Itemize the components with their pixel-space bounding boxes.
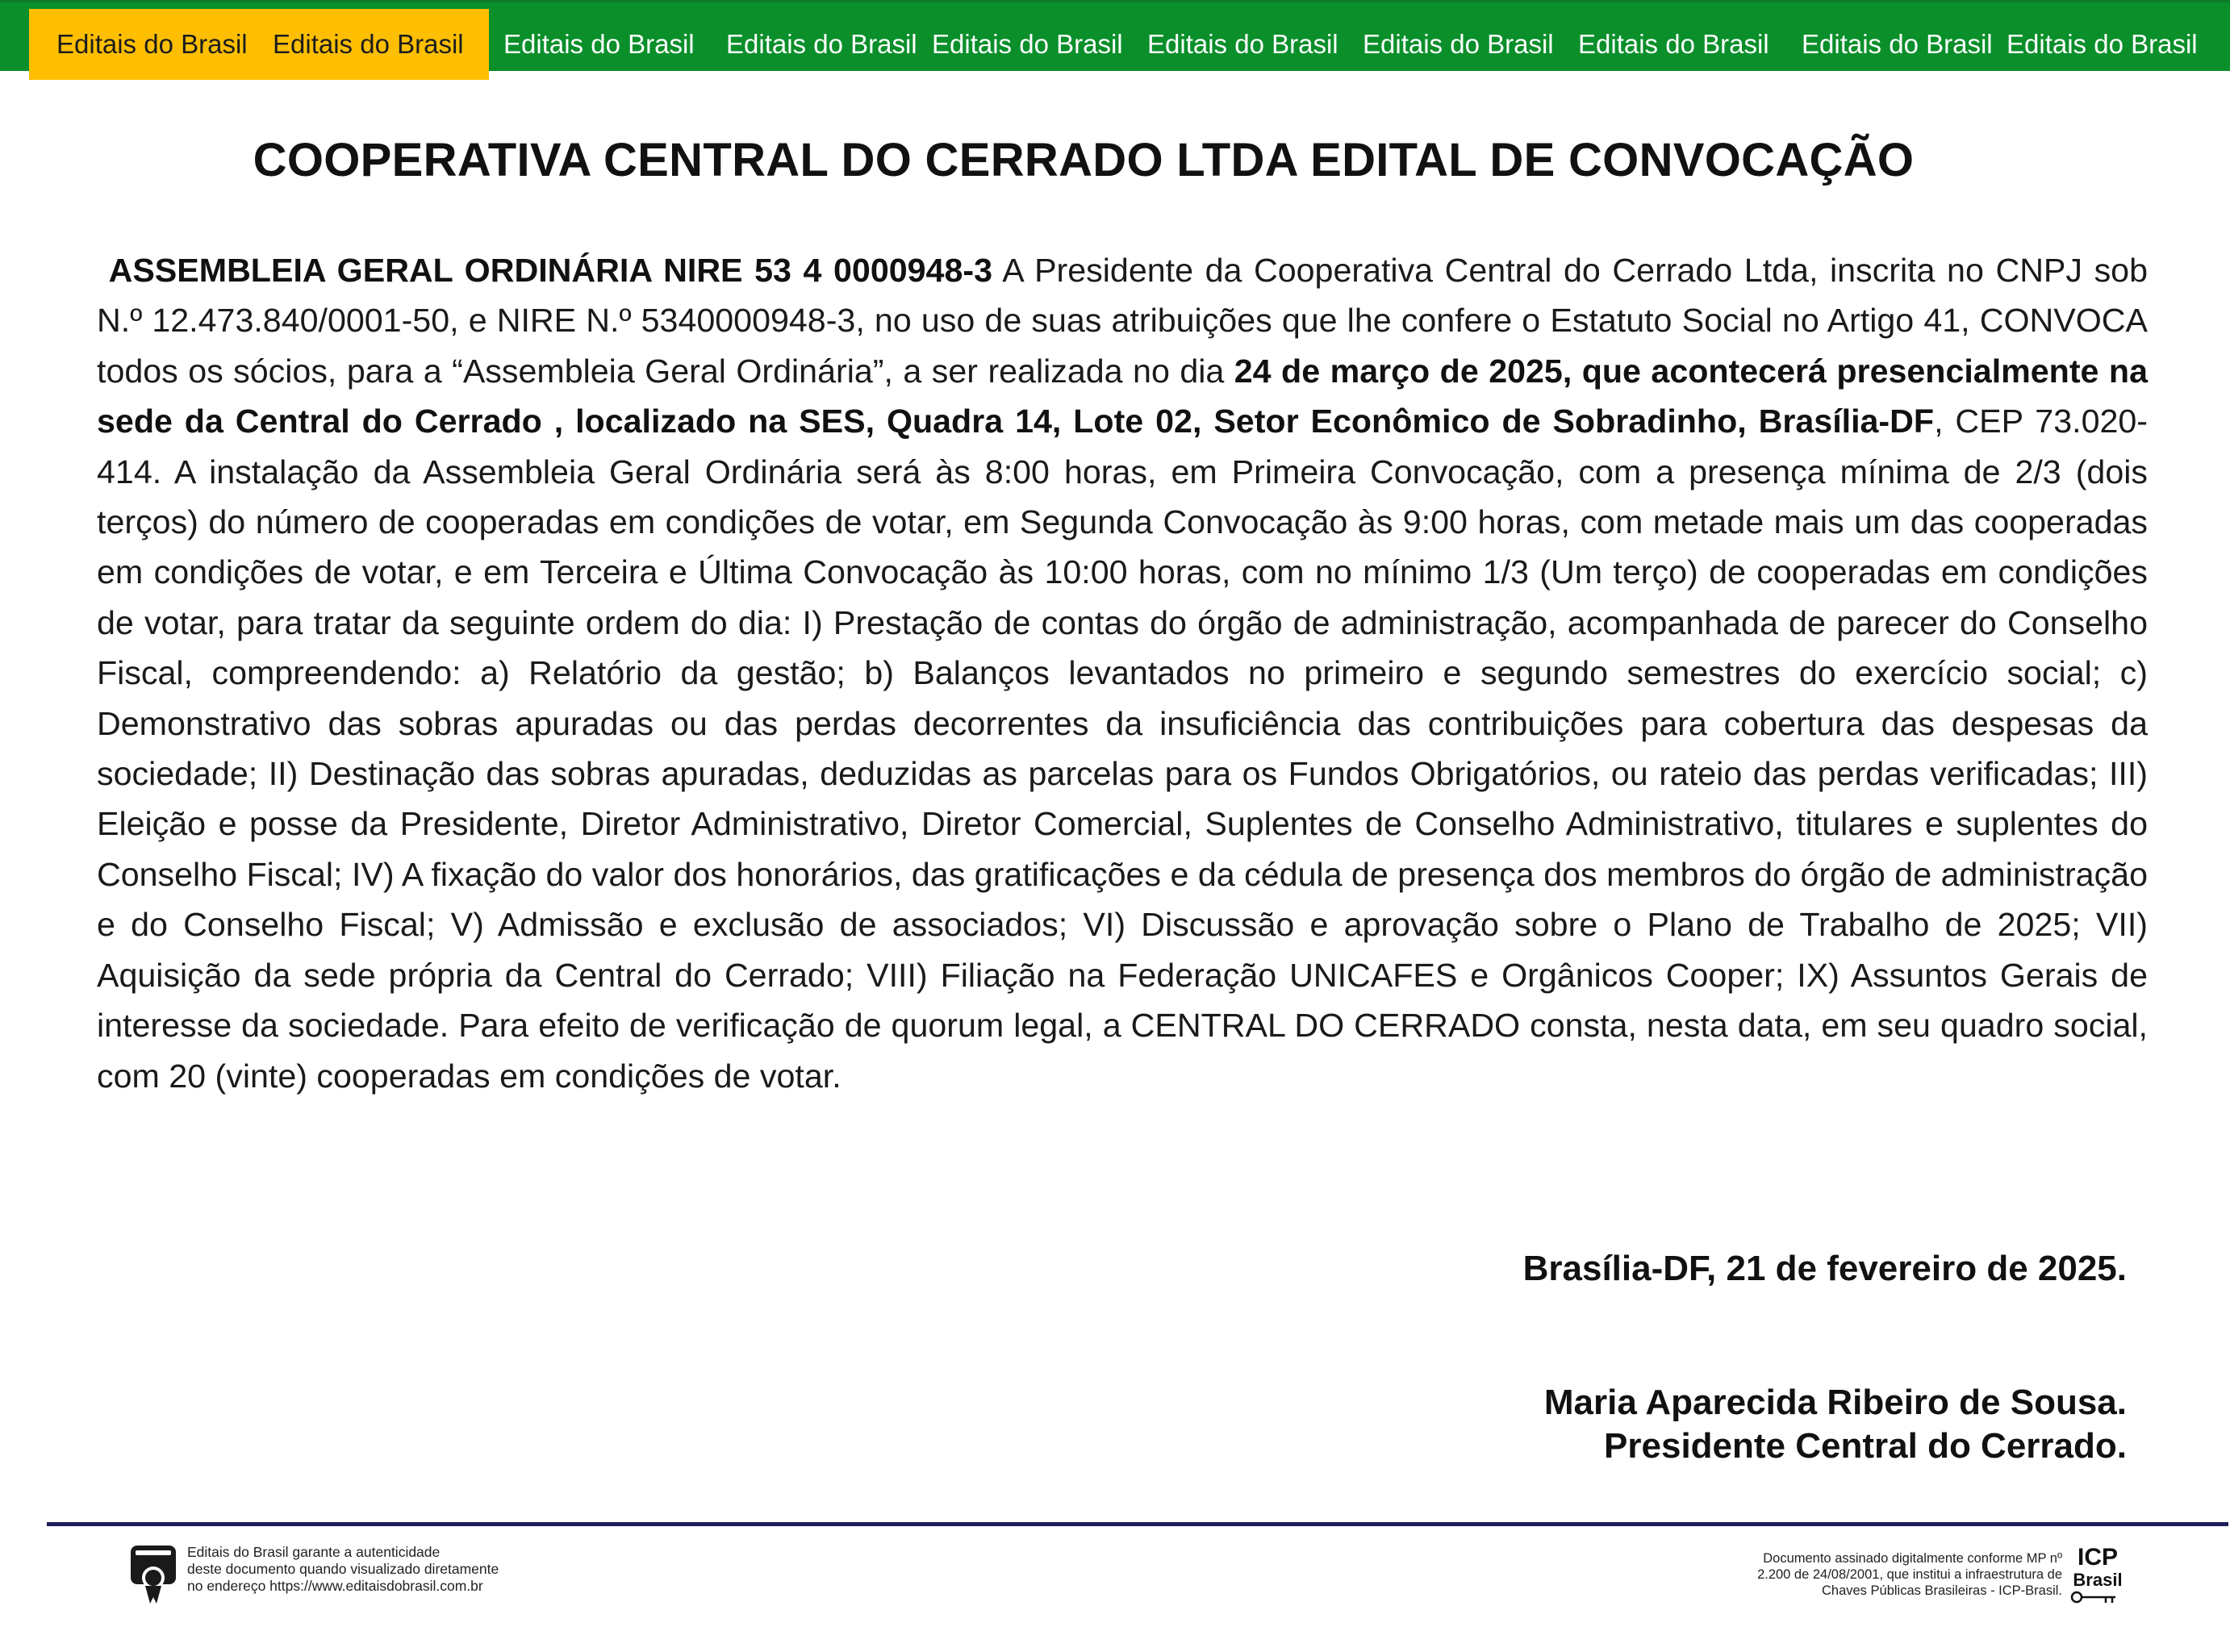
- icp-logo-line1: ICP: [2077, 1544, 2119, 1571]
- signer-name: Maria Aparecida Ribeiro de Sousa.: [1543, 1383, 2127, 1422]
- document-body: [97, 245, 2148, 1101]
- icp-brasil-logo-icon: [2065, 1542, 2130, 1607]
- assembly-heading: ASSEMBLEIA GERAL ORDINÁRIA NIRE 53 4 0000948-3: [108, 252, 992, 289]
- digital-signature-notice: [1757, 1550, 2062, 1599]
- nav-tab-7[interactable]: Editais do Brasil: [1363, 29, 1554, 59]
- certificate-seal-icon: [129, 1544, 177, 1605]
- icp-logo-line2: Brasil: [2073, 1570, 2123, 1590]
- nav-tab-4[interactable]: Editais do Brasil: [726, 29, 917, 59]
- footer-divider: [47, 1522, 2228, 1526]
- nav-tab-10[interactable]: Editais do Brasil: [2007, 29, 2198, 59]
- authenticity-line: Editais do Brasil garante a autenticidade: [187, 1544, 441, 1560]
- document-title: COOPERATIVA CENTRAL DO CERRADO LTDA EDITAL DE CONVOCAÇÃO: [253, 134, 1915, 186]
- authenticity-text: [187, 1544, 499, 1595]
- signature-notice-line: Documento assinado digitalmente conforme MP nº: [1763, 1551, 2062, 1566]
- signature-notice-line: Chaves Públicas Brasileiras - ICP-Brasil.: [1821, 1583, 2062, 1598]
- nav-tab-1[interactable]: Editais do Brasil: [56, 29, 248, 59]
- nav-tab-2[interactable]: Editais do Brasil: [273, 29, 464, 59]
- nav-tab-6[interactable]: Editais do Brasil: [1147, 29, 1338, 59]
- nav-tab-8[interactable]: Editais do Brasil: [1578, 29, 1769, 59]
- nav-tab-5[interactable]: Editais do Brasil: [932, 29, 1123, 59]
- authenticity-line: deste documento quando visualizado diretamente: [187, 1561, 499, 1577]
- place-and-date: Brasília-DF, 21 de fevereiro de 2025.: [1522, 1249, 2127, 1288]
- signature-notice-line: 2.200 de 24/08/2001, que institui a infraestrutura de: [1757, 1567, 2062, 1582]
- nav-tab-3[interactable]: Editais do Brasil: [503, 29, 695, 59]
- authenticity-line[interactable]: no endereço https://www.editaisdobrasil.com.br: [187, 1578, 483, 1594]
- body-text-part-1: A Presidente da Cooperativa Central do Cerrado Ltda, inscrita no CNPJ sob N.º 12.473.840/0001-50, e NIRE N.º 5340000948-3, no uso de suas atribuições que lhe confere o Estatuto Social no Artigo 41, CONVOCA todos os sócios, para a “Assembleia Geral Ordinária”, a ser realizada no dia: [97, 252, 2148, 390]
- nav-tab-9[interactable]: Editais do Brasil: [1802, 29, 1993, 59]
- signature-block: [1544, 1381, 2127, 1468]
- top-nav-bar: [0, 0, 2230, 71]
- body-text-part-2: , CEP 73.020-414. A instalação da Assembleia Geral Ordinária será às 8:00 horas, em Primeira Convocação, com a presença mínima de 2/3 (dois terços) do número de cooperadas em condições de votar, em Segunda Convocação às 9:00 horas, com metade mais um das cooperadas em condições de votar, e em Terceira e Última Convocação às 10:00 horas, com no mínimo 1/3 (Um terço) de cooperadas em condições de votar, para tratar da seguinte ordem do dia: I) Prestação de contas do órgão de administração, acompanhada de parecer do Conselho Fiscal, compreendendo: a) Relatório da gestão; b) Balanços levantados no primeiro e segundo semestres do exercício social; c) Demonstrativo das sobras apuradas ou das perdas decorrentes da insuficiência das contribuições para cobertura das despesas da sociedade; II) Destinação das sobras apuradas, deduzidas as parcelas para os Fundos Obrigatórios, ou rateio das perdas verificadas; III) Eleição e posse da Presidente, Diretor Administrativo, Diretor Comercial, Suplentes de Conselho Administrativo, titulares e suplentes do Conselho Fiscal; IV) A fixação do valor dos honorários, das gratificações e da cédula de presença dos membros do órgão de administração e do Conselho Fiscal; V) Admissão e exclusão de associados; VI) Discussão e aprovação sobre o Plano de Trabalho de 2025; VII) Aquisição da sede própria da Central do Cerrado; VIII) Filiação na Federação UNICAFES e Orgânicos Cooper; IX) Assuntos Gerais de interesse da sociedade. Para efeito de verificação de quorum legal, a CENTRAL DO CERRADO consta, nesta data, em seu quadro social, com 20 (vinte) cooperadas em condições de votar.: [97, 403, 2148, 1095]
- signer-role: Presidente Central do Cerrado.: [1604, 1426, 2127, 1466]
- meeting-date-location: 24 de março de 2025, que acontecerá presencialmente na sede da Central do Cerrado , localizado na SES, Quadra 14, Lote 02, Setor Econômico de Sobradinho, Brasília-DF: [97, 352, 2148, 440]
